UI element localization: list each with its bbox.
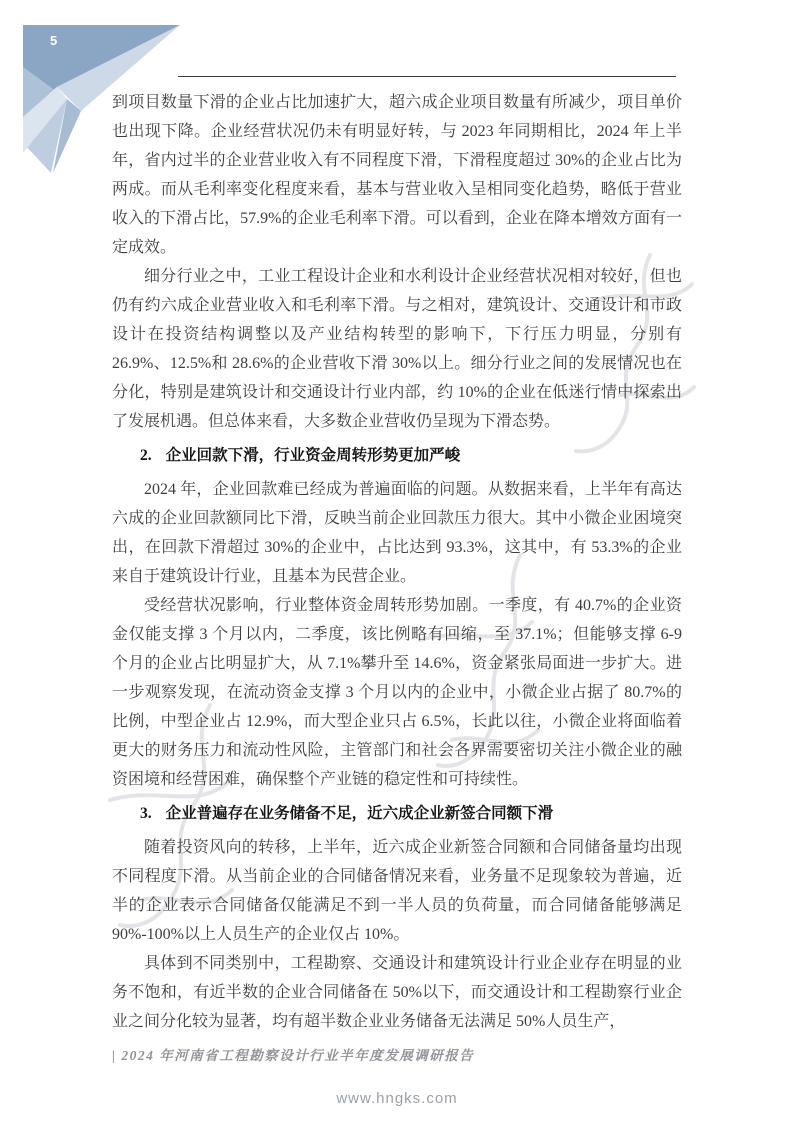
heading-number: 3. [140,805,152,822]
header-rule [178,76,676,77]
paragraph: 2024 年，企业回款难已经成为普遍面临的问题。从数据来看，上半年有高达六成的企业回款额同比下滑，反映当前企业回款压力很大。其中小微企业困境突出，在回款下滑超过 30%的企业中，占比达到 93.3%，这其中，有 53.3%的企业来自于建筑设计行业，且基本为民营企业。 [112,481,682,585]
paragraph: 随着投资风向的转移，上半年，近六成企业新签合同额和合同储备量均出现不同程度下滑。从当前企业的合同储备情况来看，业务量不足现象较为普遍，近半的企业表示合同储备仅能满足不到一半人员的负荷量，而合同储备能够满足 90%-100%以上人员生产的企业仅占 10%。 [112,839,682,943]
heading-number: 2. [140,447,152,464]
paragraph: 细分行业之中，工业工程设计企业和水利设计企业经营状况相对较好，但也仍有约六成企业营业收入和毛利率下滑。与之相对，建筑设计、交通设计和市政设计在投资结构调整以及产业结构转型的影响下，下行压力明显，分别有 26.9%、12.5%和 28.6%的企业营收下滑 30%以上。细分行业之间的发展情况也在分化，特别是建筑设计和交通设计行业内部，约 10%的企业在低迷行情中探索出了发展机遇。但总体来看，大多数企业营收仍呈现为下滑态势。 [112,268,682,430]
paragraph: 受经营状况影响，行业整体资金周转形势加剧。一季度，有 40.7%的企业资金仅能支撑 3 个月以内，二季度，该比例略有回缩，至 37.1%；但能够支撑 6-9 个月的企业占比明显扩大，从 7.1%攀升至 14.6%，资金紧张局面进一步扩大。进一步观察发现，在流动资金支撑 3 个月以内的企业中，小微企业占据了 80.7%的比例，中型企业占 12.9%，而大型企业只占 6.5%，长此以往，小微企业将面临着更大的财务压力和流动性风险，主管部门和社会各界需要密切关注小微企业的融资困境和经营困难，确保整个产业链的稳定性和可持续性。 [112,597,682,788]
section-heading-3 [112,799,682,828]
paragraph: 具体到不同类别中，工程勘察、交通设计和建筑设计行业企业存在明显的业务不饱和，有近半数的企业合同储备在 50%以下，而交通设计和工程勘察行业企业之间分化较为显著，均有超半数企业业务储备无法满足 50%人员生产， [112,955,682,1030]
footer-website: www.hngks.com [336,1090,458,1107]
section-heading-2 [112,441,682,470]
paragraph: 到项目数量下滑的企业占比加速扩大，超六成企业项目数量有所减少，项目单价也出现下降。企业经营状况仍未有明显好转，与 2023 年同期相比，2024 年上半年，省内过半的企业营业收入有不同程度下滑，下滑程度超过 30%的企业占比为两成。而从毛利率变化程度来看，基本与营业收入呈相同变化趋势，略低于营业收入的下滑占比，57.9%的企业毛利率下滑。可以看到，企业在降本增效方面有一定成效。 [112,94,682,256]
page-number: 5 [50,33,58,48]
content-column [112,88,682,1036]
heading-text: 企业普遍存在业务储备不足，近六成企业新签合同额下滑 [165,805,554,822]
heading-text: 企业回款下滑，行业资金周转形势更加严峻 [165,447,461,464]
footer-report-title: | 2024 年河南省工程勘察设计行业半年度发展调研报告 [112,1048,475,1063]
